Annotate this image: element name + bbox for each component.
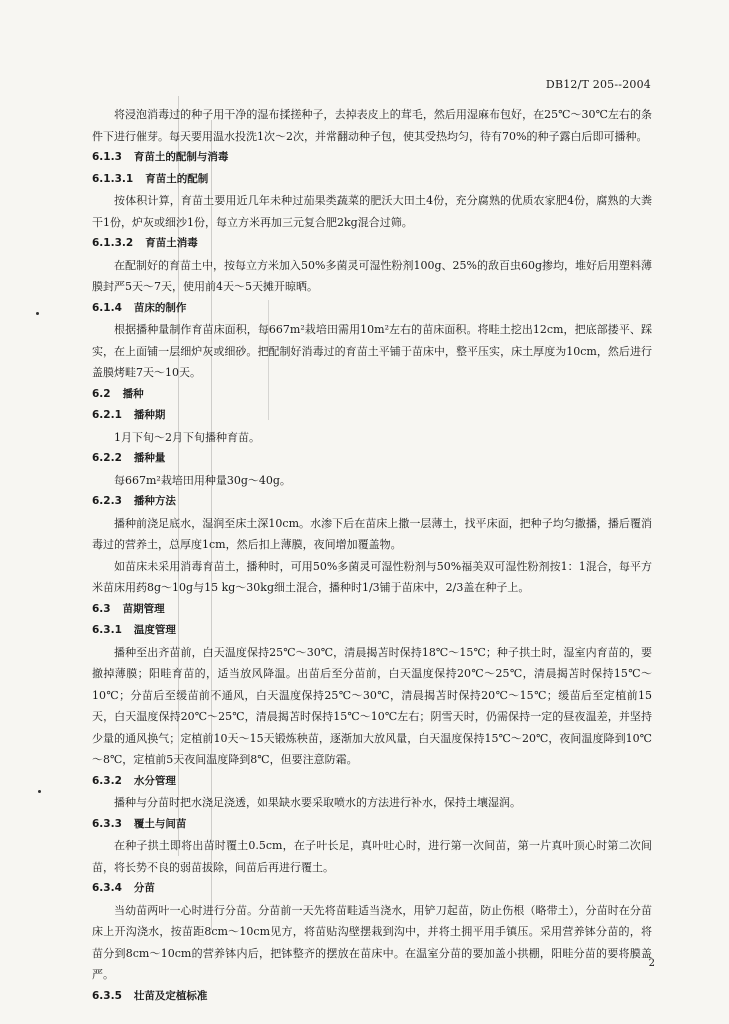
- section-heading: [92, 169, 652, 191]
- paragraph: 播种至出齐苗前，白天温度保持25℃～30℃，清晨揭苫时保持18℃～15℃；种子拱土时，湿室内育苗的，要撤掉薄膜；阳畦育苗的，适当放风降温。出苗后至分苗前，白天温度保持20℃～25℃，清晨揭苫时保持15℃～10℃；分苗后至缓苗前不通风，白天温度保持25℃～30℃，清晨揭苫时保持20℃～15℃；缓苗后至定植前15天，白天温度保持20℃～25℃，清晨揭苫时保持15℃～10℃左右；阴雪天时，仍需保持一定的昼夜温差，并坚持少量的通风换气；定植前10天～15天锻炼秧苗，逐渐加大放风量，白天温度保持15℃～20℃，夜间温度降到10℃～8℃，定植前5天夜间温度降到8℃，但要注意防霜。: [92, 645, 652, 766]
- section-number: 6.3.2: [92, 774, 122, 787]
- section-title: 播种方法: [133, 495, 176, 507]
- section-heading: [92, 298, 652, 320]
- section-number: 6.2.1: [92, 409, 122, 421]
- section-number: 6.2: [92, 387, 111, 400]
- section-heading: [92, 599, 652, 621]
- section-heading: [92, 491, 652, 513]
- section-title: 播种期: [133, 409, 166, 421]
- paragraph: 在种子拱土即将出苗时覆土0.5cm，在子叶长足，真叶吐心时，进行第一次间苗，第一片真叶顶心时第二次间苗，将长势不良的弱苗拔除，间苗后再进行覆土。: [92, 839, 652, 874]
- section-title: 育苗土的配制与消毒: [133, 151, 229, 163]
- paragraph: 按体积计算，育苗土要用近几年未种过茄果类蔬菜的肥沃大田土4份，充分腐熟的优质农家肥4份，腐熟的大粪干1份，炉灰或细沙1份，每立方米再加三元复合肥2kg混合过筛。: [92, 194, 652, 229]
- section-heading: [92, 405, 652, 427]
- section-title: 苗期管理: [122, 602, 165, 615]
- section-title: 壮苗及定植标准: [133, 989, 208, 1002]
- document-code: DB12/T 205--2004: [545, 78, 651, 91]
- section-number: 6.1.3: [92, 151, 122, 163]
- section-title: 育苗土消毒: [145, 237, 198, 249]
- section-heading: [92, 771, 652, 793]
- section-title: 覆土与间苗: [133, 817, 187, 830]
- section-title: 播种量: [133, 452, 166, 464]
- paragraph: 将浸泡消毒过的种子用干净的湿布揉搓种子，去掉表皮上的茸毛，然后用湿麻布包好，在25℃～30℃左右的条件下进行催芽。每天要用温水投洗1次～2次，并常翻动种子包，使其受热均匀，待有70%的种子露白后即可播种。: [92, 108, 652, 143]
- scan-artifact: [36, 312, 39, 315]
- section-number: 6.3.3: [92, 817, 122, 830]
- section-number: 6.2.3: [92, 495, 122, 507]
- paragraph: 播种与分苗时把水浇足浇透，如果缺水要采取喷水的方法进行补水，保持土壤湿润。: [114, 796, 521, 809]
- section-heading: [92, 448, 652, 470]
- section-title: 水分管理: [133, 774, 176, 787]
- document-body: [92, 104, 652, 1007]
- section-heading: [92, 878, 652, 900]
- section-number: 6.3.4: [92, 882, 122, 894]
- paragraph: 1月下旬～2月下旬播种育苗。: [114, 430, 260, 444]
- paragraph: 如苗床未采用消毒育苗土，播种时，可用50%多菌灵可湿性粉剂与50%福美双可湿性粉剂按1：1混合，每平方米苗床用药8g～10g与15 kg～30kg细土混合，播种时1/3铺于苗床中，2/3盖在种子上。: [92, 559, 652, 594]
- section-number: 6.3.5: [92, 989, 122, 1002]
- section-title: 苗床的制作: [133, 301, 187, 314]
- section-title: 温度管理: [133, 624, 176, 636]
- section-heading: [92, 384, 652, 406]
- section-heading: [92, 147, 652, 169]
- scan-artifact: [38, 790, 41, 793]
- section-number: 6.2.2: [92, 452, 122, 464]
- section-title: 播种: [122, 387, 144, 400]
- section-number: 6.3.1: [92, 624, 122, 636]
- section-number: 6.1.4: [92, 301, 122, 314]
- section-heading: [92, 986, 652, 1008]
- page-number: 2: [648, 958, 655, 969]
- section-number: 6.1.3.1: [92, 172, 134, 185]
- section-heading: [92, 620, 652, 642]
- paragraph: 根据播种量制作育苗床面积，每667m²栽培田需用10m²左右的苗床面积。将畦土挖出12cm，把底部搂平、踩实，在上面铺一层细炉灰或细砂。把配制好消毒过的育苗土平铺于苗床中，整平压实，床土厚度为10cm，然后进行盖膜烤畦7天～10天。: [92, 323, 652, 379]
- section-heading: [92, 814, 652, 836]
- paragraph: 播种前浇足底水，湿润至床土深10cm。水渗下后在苗床上撒一层薄土，找平床面，把种子均匀撒播，播后覆消毒过的营养土，总厚度1cm，然后扣上薄膜，夜间增加覆盖物。: [92, 516, 652, 551]
- section-title: 分苗: [133, 882, 155, 894]
- paragraph: 每667m²栽培田用种量30g～40g。: [114, 473, 291, 487]
- section-heading: [92, 233, 652, 255]
- paragraph: 当幼苗两叶一心时进行分苗。分苗前一天先将苗畦适当浇水，用铲刀起苗，防止伤根（略带土），分苗时在分苗床上开沟浇水，按苗距8cm～10cm见方，将苗贴沟壁摆栽到沟中，并将土拥平用手镇压。采用营养钵分苗的，将苗分到8cm～10cm的营养钵内后，把钵整齐的摆放在苗床中。在温室分苗的要加盖小拱棚，阳畦分苗的要将膜盖严。: [92, 903, 652, 981]
- section-title: 育苗土的配制: [145, 172, 209, 185]
- section-number: 6.3: [92, 602, 111, 615]
- section-number: 6.1.3.2: [92, 237, 134, 249]
- paragraph: 在配制好的育苗土中，按每立方米加入50%多菌灵可湿性粉剂100g、25%的敌百虫60g掺均，堆好后用塑料薄膜封严5天～7天，使用前4天～5天摊开晾晒。: [92, 258, 652, 293]
